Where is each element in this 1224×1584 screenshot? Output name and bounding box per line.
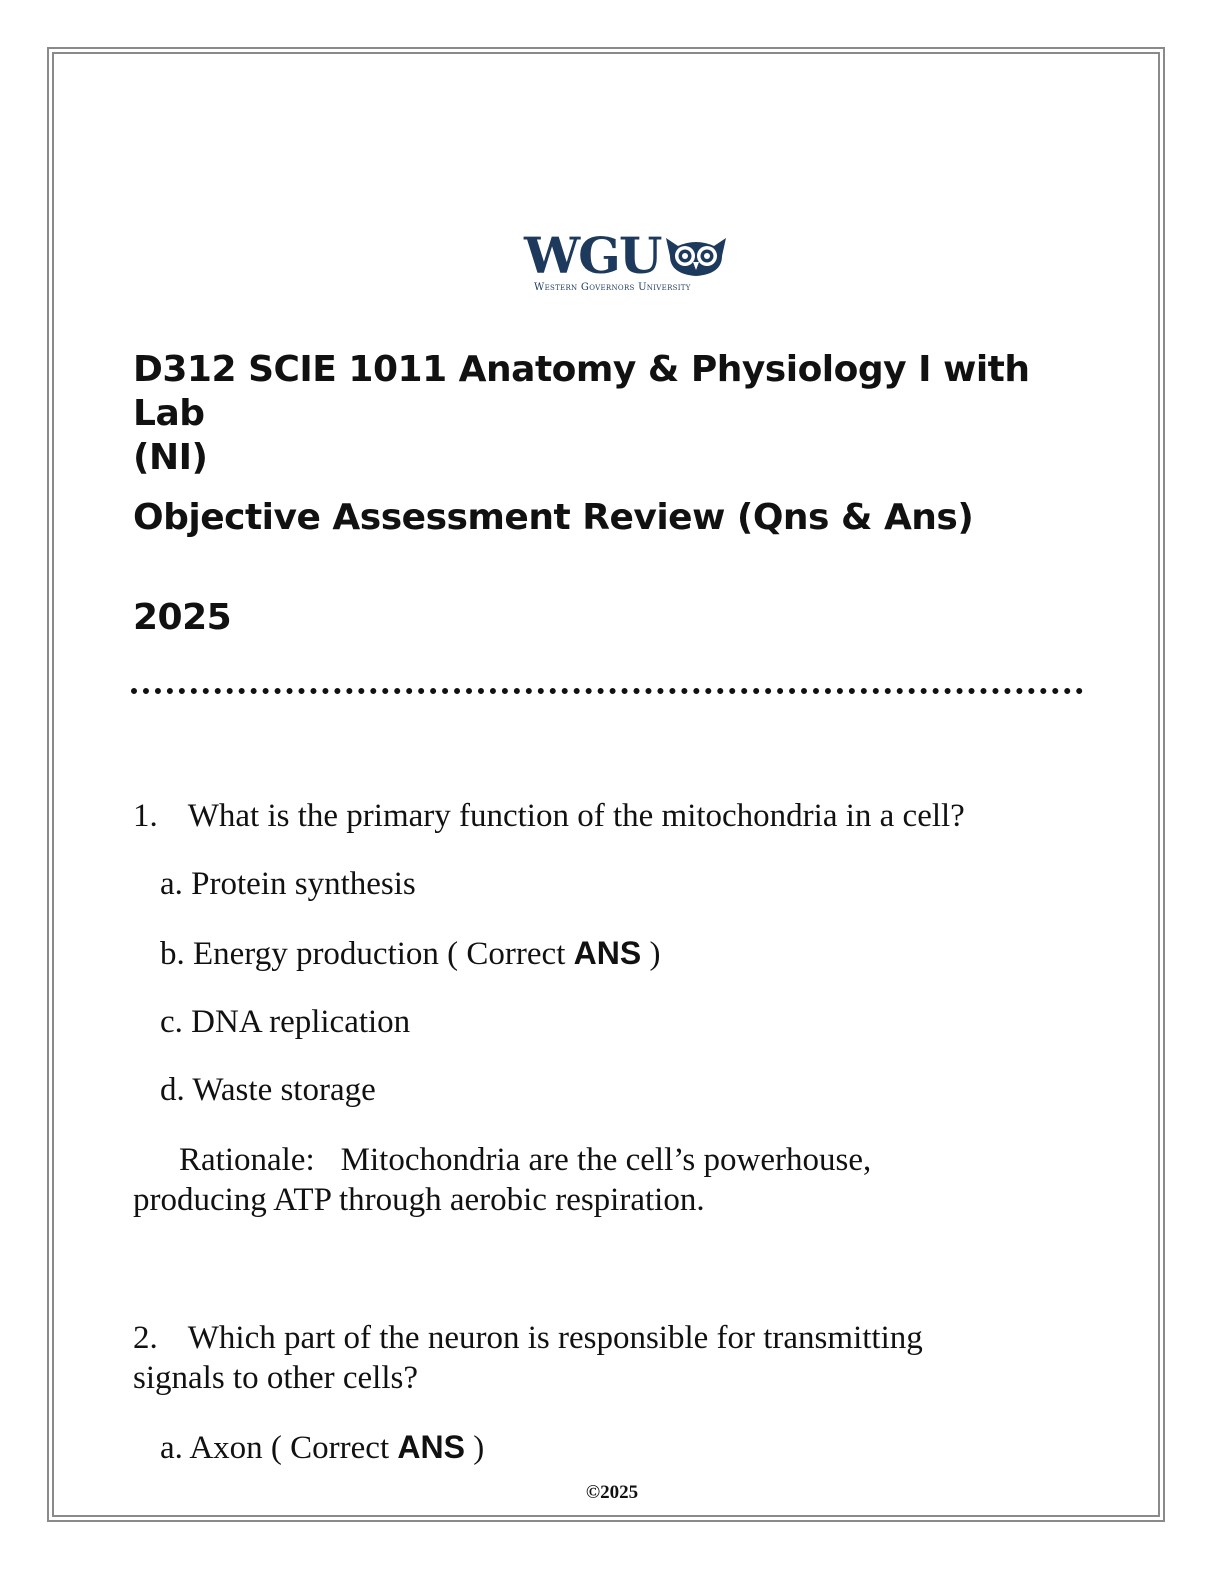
question-number: 1. bbox=[133, 798, 158, 834]
logo-subtitle: Western Governors University bbox=[534, 282, 691, 293]
question-text: What is the primary function of the mitochondria in a cell? bbox=[187, 798, 965, 834]
option-text: Waste storage bbox=[192, 1072, 376, 1108]
option-letter: a. bbox=[160, 866, 183, 902]
option-text: Axon ( Correct bbox=[189, 1430, 390, 1466]
rationale-1-line1 bbox=[179, 1140, 871, 1180]
correct-answer-label: ANS bbox=[397, 1429, 465, 1465]
review-title: Objective Assessment Review (Qns & Ans) bbox=[133, 497, 974, 538]
option-1d bbox=[160, 1070, 376, 1110]
correct-answer-label: ANS bbox=[573, 935, 642, 971]
dotted-divider bbox=[131, 688, 1083, 694]
question-1 bbox=[133, 796, 965, 836]
option-letter: b. bbox=[160, 936, 185, 972]
course-title-line1: D312 SCIE 1011 Anatomy & Physiology I with Lab bbox=[133, 349, 1030, 434]
wgu-logo bbox=[524, 226, 734, 296]
owl-icon bbox=[664, 234, 728, 278]
option-letter: a. bbox=[160, 1430, 183, 1466]
option-text: DNA replication bbox=[191, 1004, 411, 1040]
option-text: Energy production ( Correct bbox=[193, 936, 566, 972]
option-letter: d. bbox=[160, 1072, 185, 1108]
question-number: 2. bbox=[133, 1320, 158, 1356]
rationale-label: Rationale: bbox=[179, 1142, 315, 1178]
course-title-line2: (NI) bbox=[133, 437, 208, 478]
option-1c bbox=[160, 1002, 410, 1042]
question-text: Which part of the neuron is responsible for transmitting bbox=[187, 1320, 923, 1356]
option-1a bbox=[160, 864, 416, 904]
footer-copyright: ©2025 bbox=[585, 1482, 639, 1503]
question-2-line2: signals to other cells? bbox=[133, 1360, 419, 1396]
rationale-1-line2: producing ATP through aerobic respiration. bbox=[133, 1182, 705, 1218]
option-close: ) bbox=[473, 1430, 485, 1466]
option-close: ) bbox=[649, 936, 661, 972]
option-1b bbox=[160, 933, 660, 974]
option-text: Protein synthesis bbox=[191, 866, 416, 902]
logo-wordmark: WGU bbox=[524, 226, 661, 285]
year-title: 2025 bbox=[133, 597, 232, 638]
rationale-text: Mitochondria are the cell’s powerhouse, bbox=[340, 1142, 872, 1178]
question-2-line1 bbox=[133, 1318, 923, 1358]
option-letter: c. bbox=[160, 1004, 183, 1040]
course-title bbox=[133, 348, 1093, 480]
option-2a bbox=[160, 1427, 484, 1468]
